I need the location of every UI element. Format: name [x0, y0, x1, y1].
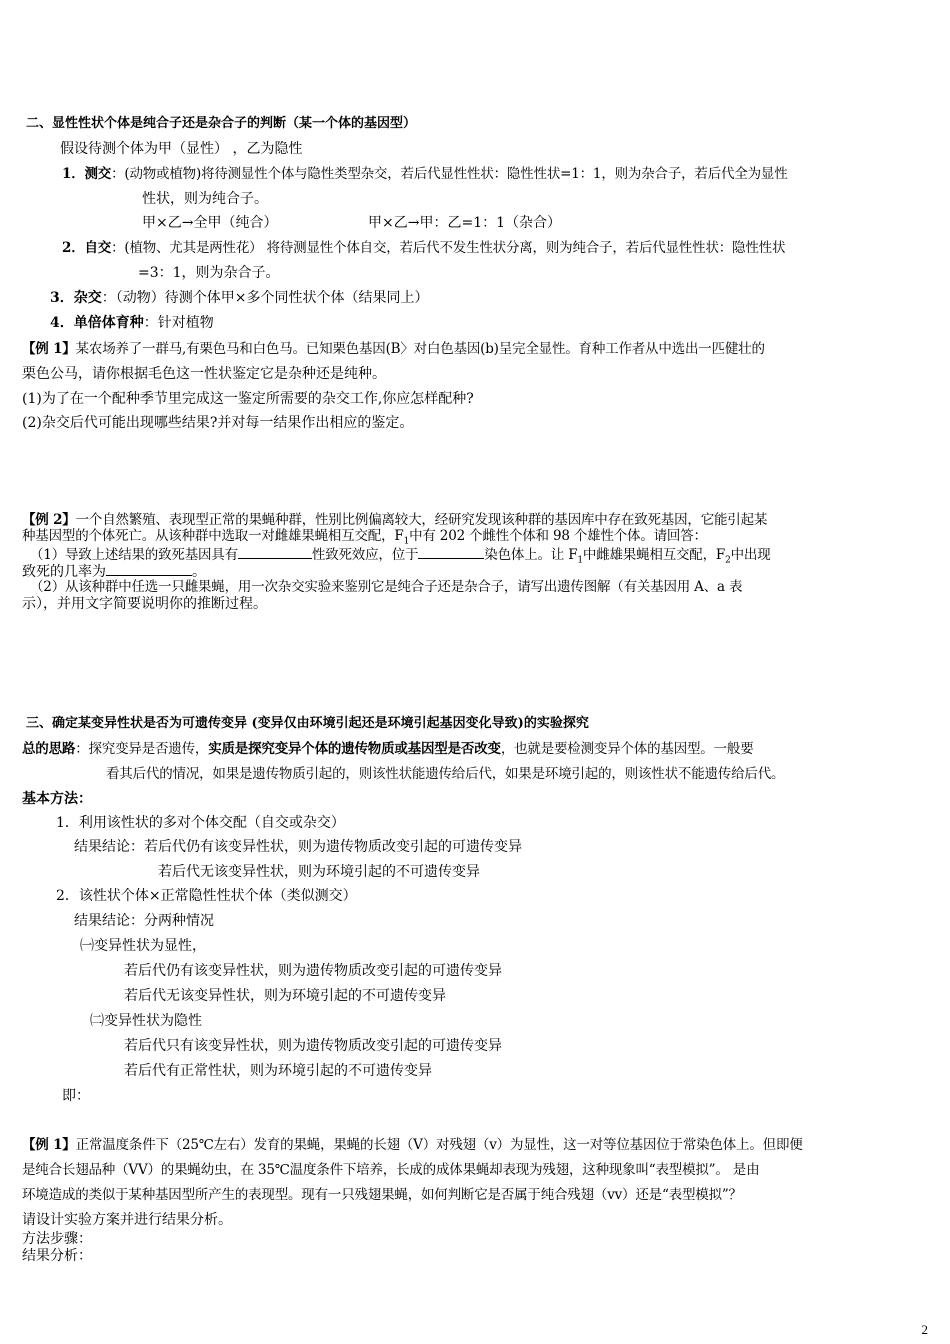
question-2-cont: 示），并用文字简要说明你的推断过程。	[22, 596, 267, 612]
case-recessive-b: 若后代有正常性状，则为环境引起的不可遗传变异	[124, 1063, 432, 1079]
question-2: (2)杂交后代可能出现哪些结果?并对每一结果作出相应的鉴定。	[22, 415, 414, 431]
method-label: 1．测交	[62, 166, 112, 182]
example-text: 是纯合长翅品种（VV）的果蝇幼虫，在 35℃温度条件下培养，长成的成体果蝇却表现为残翅，这种现象叫“表型模拟”。 是由	[22, 1162, 760, 1178]
page-number: 2	[921, 1322, 928, 1337]
case-recessive: ㈡变异性状为隐性	[90, 1013, 202, 1029]
text-run: 性致死效应，位于	[311, 547, 419, 563]
method-2: 2．该性状个体×正常隐性性状个体（类似测交）	[56, 888, 357, 904]
result-2: 结果结论：分两种情况	[74, 913, 214, 929]
answer-blank[interactable]	[238, 544, 312, 559]
text-run: 中雌雄果蝇相互交配，F	[582, 547, 726, 563]
text-run: 中出现	[730, 547, 771, 563]
example-label: 【例 1】	[22, 341, 76, 357]
method-text: ：(动物或植物)将待测显性个体与隐性类型杂交，若后代显性性状：隐性性状=1：1，则为杂合子，若后代全为显性	[111, 166, 788, 182]
method-testcross	[62, 165, 788, 183]
example-1	[22, 340, 765, 358]
text-run: 染色体上。让 F	[484, 547, 578, 563]
case-dominant: ㈠变异性状为显性，	[80, 938, 206, 954]
example-text: 某农场养了一群马,有栗色马和白色马。已知栗色基因(B〉对白色基因(b)呈完全显性。育种工作者从中选出一匹健壮的	[75, 341, 765, 357]
question-1: (1)为了在一个配种季节里完成这一鉴定所需要的杂交工作,你应怎样配种?	[22, 391, 474, 407]
section-3-title: 三、确定某变异性状是否为可遗传变异 (变异仅由环境引起还是环境引起基因变化导致)的实验探究	[26, 716, 589, 731]
case-dominant-a: 若后代仍有该变异性状，则为遗传物质改变引起的可遗传变异	[124, 963, 502, 979]
method-label: 3．杂交	[50, 290, 102, 306]
emphasis: 实质是探究变异个体的遗传物质或基因型是否改变	[208, 741, 501, 757]
method-text-cont: =3：1，则为杂合子。	[138, 265, 280, 281]
general-idea	[22, 740, 754, 758]
method-selfing	[62, 239, 785, 257]
example-text: 请设计实验方案并进行结果分析。	[22, 1212, 232, 1228]
example-text	[22, 527, 707, 545]
basic-methods-label: 基本方法：	[22, 791, 92, 807]
text-run: ，也就是要检测变异个体的基因型。一般要	[500, 741, 754, 757]
method-haploid	[50, 314, 214, 332]
example-text: 栗色公马，请你根据毛色这一性状鉴定它是杂种还是纯种。	[22, 366, 386, 382]
subscript: 1	[403, 536, 410, 547]
method-steps-label: 方法步骤：	[22, 1231, 92, 1247]
ji-label: 即：	[62, 1088, 90, 1104]
subscript: 2	[725, 555, 731, 566]
general-idea-cont: 看其后代的情况，如果是遗传物质引起的，则该性状能遗传给后代，如果是环境引起的，则该性状不能遗传给后代。	[106, 766, 785, 782]
method-text: ：针对植物	[143, 315, 214, 331]
example-text: 环境造成的类似于某种基因型所产生的表现型。现有一只残翅果蝇，如何判断它是否属于纯合残翅（vv）还是“表型模拟”？	[22, 1187, 742, 1203]
text-run: 中有 202 个雌性个体和 98 个雄性个体。请回答：	[409, 528, 707, 544]
section-2-title: 二、显性性状个体是纯合子还是杂合子的判断（某一个体的基因型）	[26, 116, 417, 131]
example-label: 【例 2】	[22, 512, 76, 528]
formula-heterozygous: 甲×乙→甲：乙=1：1（杂合）	[368, 215, 562, 231]
case-dominant-b: 若后代无该变异性状，则为环境引起的不可遗传变异	[124, 988, 446, 1004]
text-run: 种基因型的个体死亡。从该种群中选取一对雌雄果蝇相互交配，F	[22, 528, 404, 544]
method-label: 2．自交	[62, 240, 112, 256]
text-run: 。	[192, 564, 206, 580]
label: 总的思路	[22, 741, 76, 757]
text-run: （1）导致上述结果的致死基因具有	[30, 547, 238, 563]
question-2: （2）从该种群中任选一只雌果蝇，用一次杂交实验来鉴别它是纯合子还是杂合子，请写出遗传图解（有关基因用 A、a 表	[30, 579, 743, 595]
method-label: 4．单倍体育种	[50, 315, 144, 331]
assumption-text: 假设待测个体为甲（显性） ，乙为隐性	[60, 141, 303, 157]
answer-blank[interactable]	[106, 561, 192, 576]
subscript: 1	[577, 555, 583, 566]
example-label: 【例 1】	[22, 1137, 76, 1153]
formula-homozygous: 甲×乙→全甲（纯合）	[142, 215, 278, 231]
result-1a: 结果结论：若后代仍有该变异性状，则为遗传物质改变引起的可遗传变异	[74, 839, 522, 855]
result-1b: 若后代无该变异性状，则为环境引起的不可遗传变异	[158, 864, 480, 880]
method-text: ：（动物）待测个体甲×多个同性状个体（结果同上）	[101, 290, 429, 306]
answer-blank[interactable]	[418, 544, 484, 559]
method-text-cont: 性状，则为纯合子。	[142, 191, 268, 207]
method-cross	[50, 289, 428, 307]
result-analysis-label: 结果分析：	[22, 1248, 92, 1264]
example-text: 一个自然繁殖、表现型正常的果蝇种群，性别比例偏离较大，经研究发现该种群的基因库中存在致死基因，它能引起某	[75, 512, 768, 528]
text-run: 致死的几率为	[22, 564, 106, 580]
method-1: 1．利用该性状的多对个体交配（自交或杂交）	[56, 815, 345, 831]
example-3	[22, 1136, 803, 1154]
case-recessive-a: 若后代只有该变异性状，则为遗传物质改变引起的可遗传变异	[124, 1038, 502, 1054]
example-text: 正常温度条件下（25℃左右）发育的果蝇，果蝇的长翅（V）对残翅（v）为显性，这一对等位基因位于常染色体上。但即便	[75, 1137, 803, 1153]
text-run: ：探究变异是否遗传，	[75, 741, 209, 757]
method-text: ：(植物、尤其是两性花） 将待测显性个体自交，若后代不发生性状分离，则为纯合子，若后代显性性状：隐性性状	[111, 240, 786, 256]
